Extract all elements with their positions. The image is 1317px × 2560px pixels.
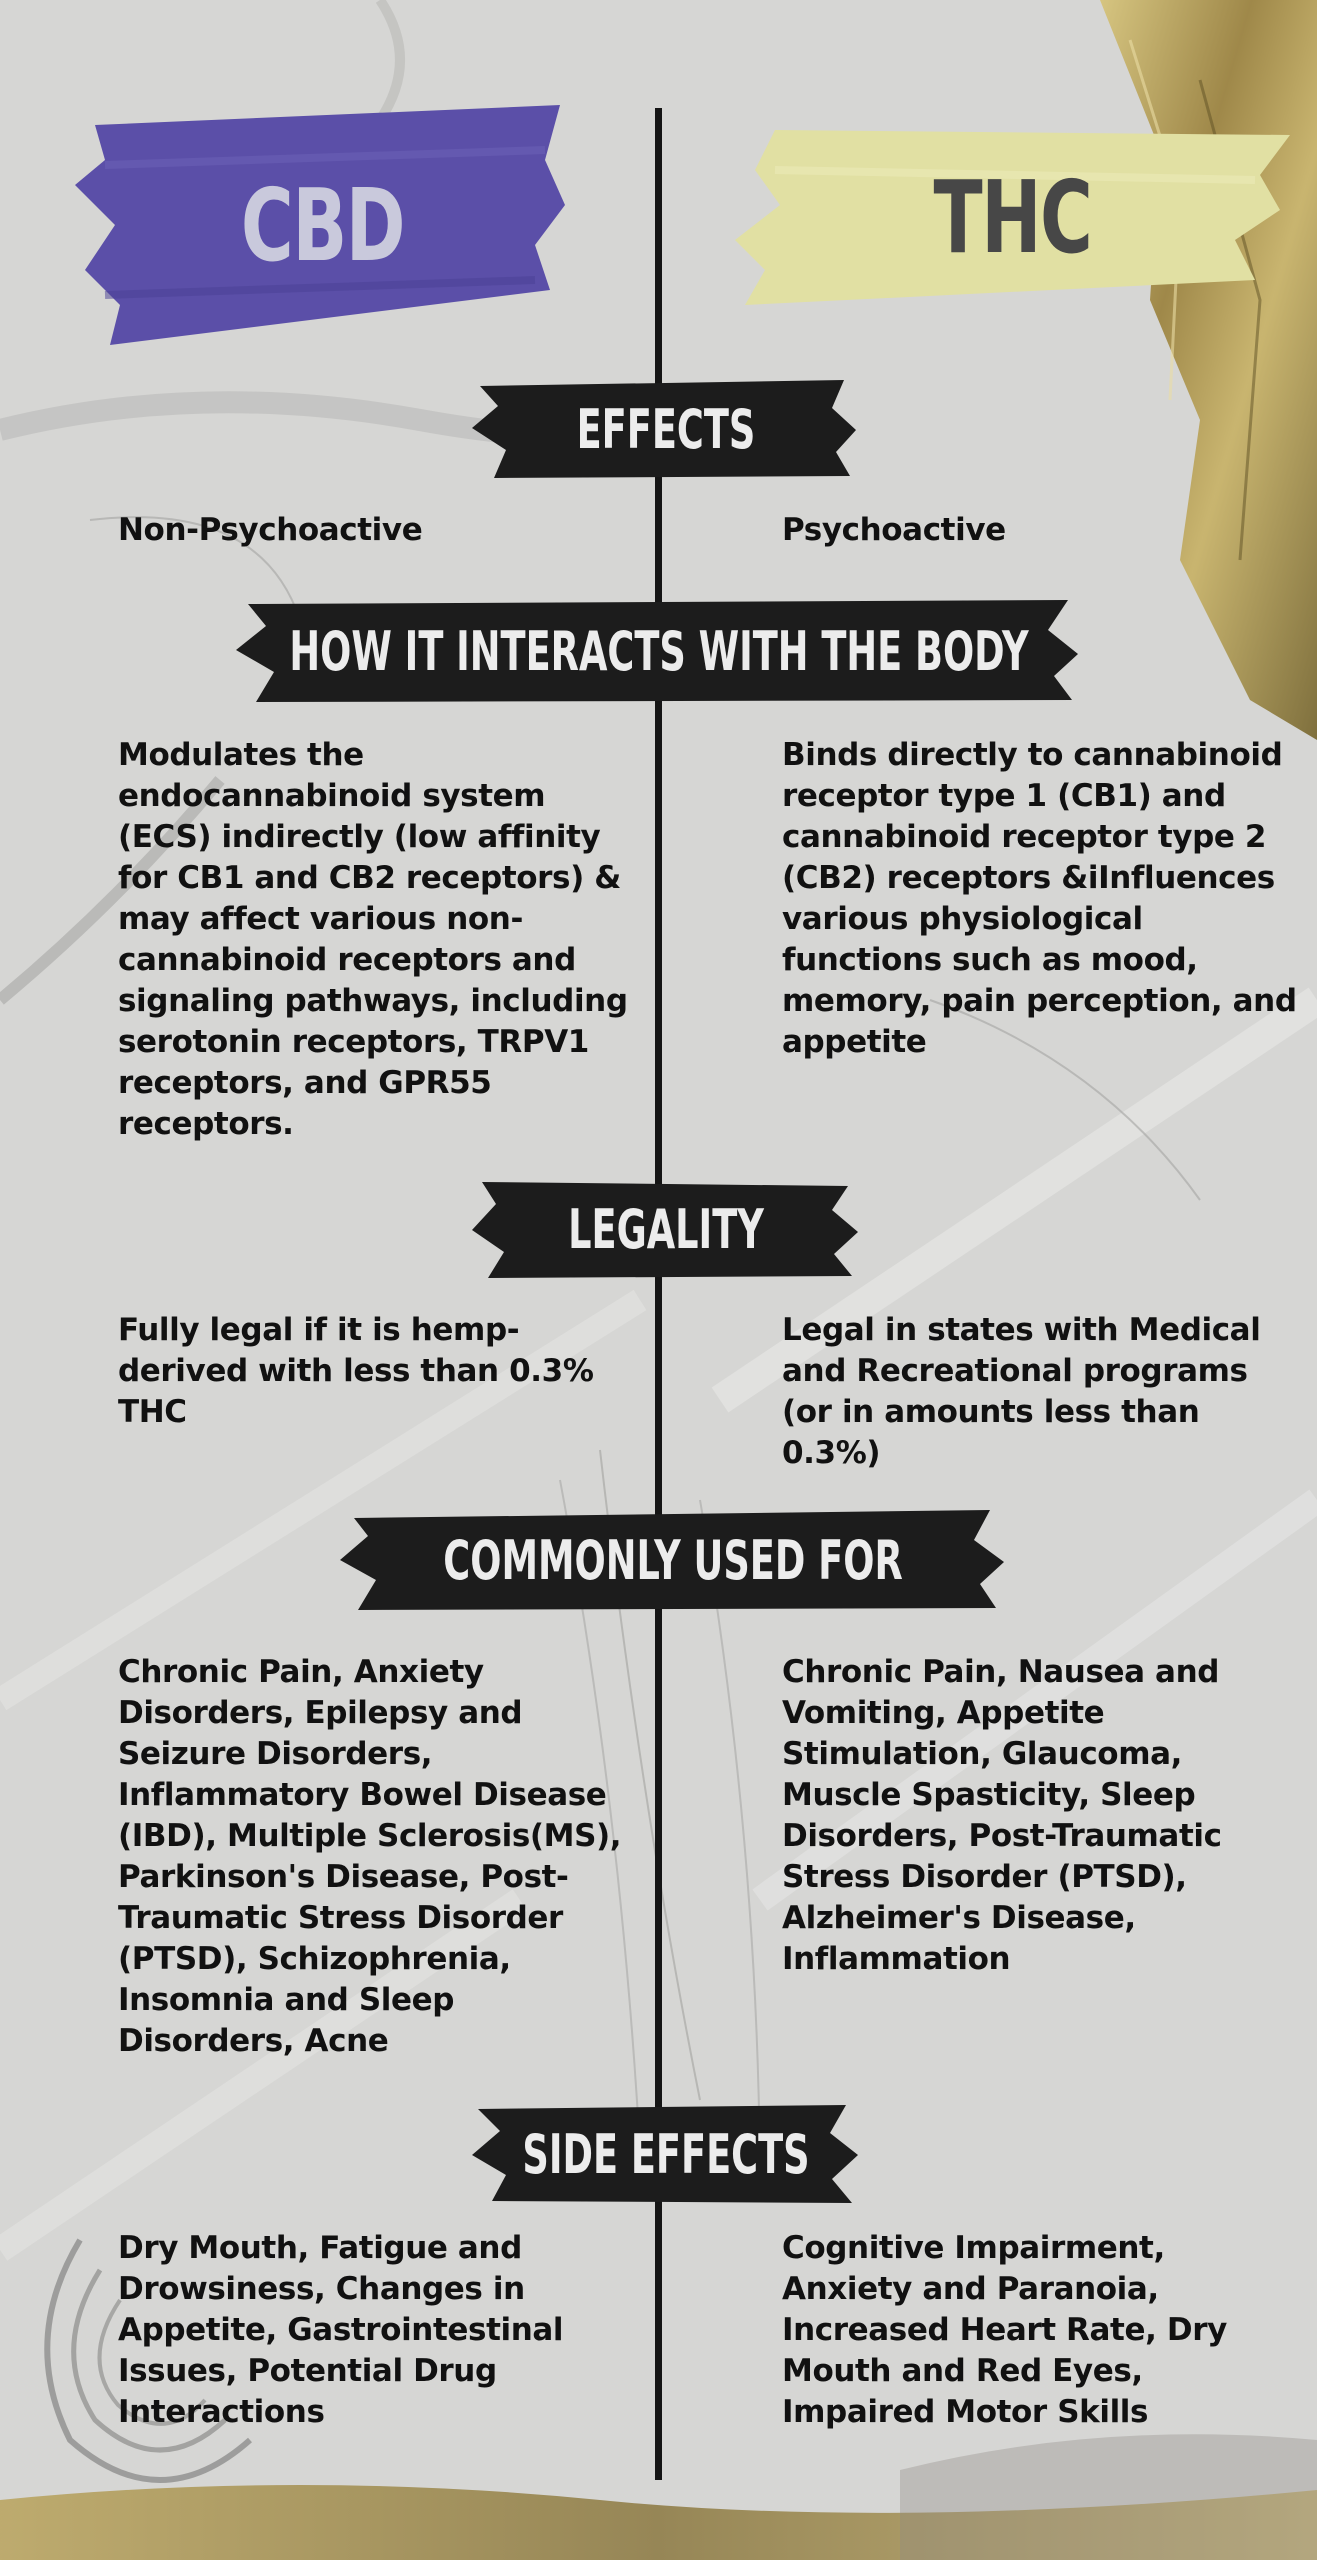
thc-title-text: THC	[933, 159, 1092, 276]
thc-interaction-text: Binds directly to cannabinoid receptor type 1 (CB1) and cannabinoid receptor type 2 (CB2) receptors &iInfluences various physiological functions such as mood, memory, pain perception, and appetite	[782, 737, 1297, 1060]
cbd-effects-text: Non-Psychoactive	[118, 512, 423, 548]
thc-legality-text: Legal in states with Medical and Recreational programs (or in amounts less than 0.3%)	[782, 1312, 1261, 1471]
section-banner-uses	[340, 1510, 1006, 1610]
cbd-interaction-text: Modulates the endocannabinoid system (ECS) indirectly (low affinity for CB1 and CB2 receptors) & may affect various non-cannabinoid receptors and signaling pathways, including serotonin receptors, TRPV1 receptors, and GPR55 receptors.	[118, 737, 628, 1142]
cbd-uses-text: Chronic Pain, Anxiety Disorders, Epilepsy and Seizure Disorders, Inflammatory Bowel Disease (IBD), Multiple Sclerosis(MS), Parkinson's Disease, Post-Traumatic Stress Disorder (PTSD), Schizophrenia, Insomnia and Sleep Disorders, Acne	[118, 1654, 622, 2059]
cbd-title-text: CBD	[240, 166, 405, 284]
thc-title-badge	[735, 130, 1290, 305]
section-banner-effects	[472, 380, 860, 478]
cbd-title-badge	[75, 105, 570, 345]
cbd-side-effects-text: Dry Mouth, Fatigue and Drowsiness, Changes in Appetite, Gastrointestinal Issues, Potential Drug Interactions	[118, 2230, 564, 2430]
section-heading-legality: LEGALITY	[568, 1197, 764, 1261]
section-heading-uses: COMMONLY USED FOR	[443, 1528, 903, 1592]
cbd-legality-text: Fully legal if it is hemp-derived with less than 0.3% THC	[118, 1312, 594, 1430]
thc-side-effects-text: Cognitive Impairment, Anxiety and Paranoia, Increased Heart Rate, Dry Mouth and Red Eyes, Impaired Motor Skills	[782, 2230, 1227, 2430]
section-banner-side-effects	[472, 2105, 860, 2203]
section-banner-interaction	[236, 600, 1082, 702]
section-banner-legality	[472, 1180, 860, 1278]
section-heading-side-effects: SIDE EFFECTS	[522, 2122, 810, 2186]
section-heading-interaction: HOW IT INTERACTS WITH THE BODY	[289, 619, 1029, 683]
section-heading-effects: EFFECTS	[576, 397, 756, 461]
thc-uses-text: Chronic Pain, Nausea and Vomiting, Appetite Stimulation, Glaucoma, Muscle Spasticity, Sleep Disorders, Post-Traumatic Stress Disorder (PTSD), Alzheimer's Disease, Inflammation	[782, 1654, 1222, 1977]
thc-effects-text: Psychoactive	[782, 512, 1006, 548]
